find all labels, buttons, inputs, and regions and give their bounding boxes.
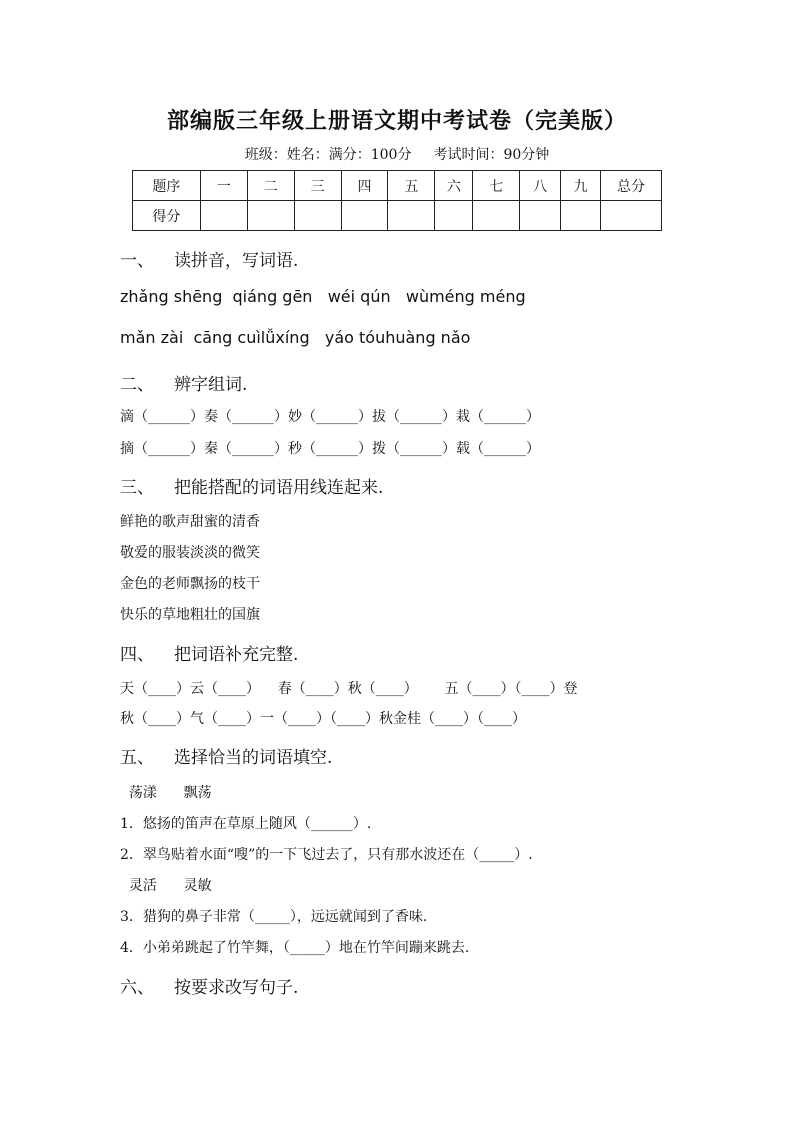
section-2-heading: [120, 370, 247, 395]
match-line: 鲜艳的歌声甜蜜的清香: [120, 514, 260, 530]
exam-info: [0, 144, 794, 164]
word-choices-1: 荡漾 飘荡: [120, 785, 212, 801]
section-4-heading: [120, 640, 298, 665]
header-cell: 八: [520, 171, 561, 201]
header-cell: 五: [388, 171, 435, 201]
complete-line-1: 天（____）云（____） 春（____）秋（____） 五（____）（____）登: [120, 681, 578, 697]
fill-question-2: 2．翠鸟贴着水面“嗖”的一下飞过去了，只有那水波还在（_____）.: [120, 847, 533, 863]
score-cell[interactable]: [520, 201, 561, 231]
section-title: 把词语补充完整.: [174, 645, 299, 665]
match-line: 金色的老师飘扬的枝干: [120, 576, 260, 592]
section-title: 辨字组词.: [174, 375, 248, 395]
section-title: 读拼音，写词语.: [174, 251, 299, 271]
word-choices-2: 灵活 灵敏: [120, 878, 212, 894]
score-table: [132, 170, 662, 231]
score-cell[interactable]: [561, 201, 601, 231]
header-cell: 六: [435, 171, 473, 201]
exam-time: 考试时间：90分钟: [433, 147, 550, 163]
section-3-heading: [120, 473, 383, 498]
header-cell: 七: [473, 171, 520, 201]
section-title: 按要求改写句子.: [174, 978, 299, 998]
score-cell[interactable]: [247, 201, 294, 231]
complete-line-2: 秋（____）气（____）一（____）（____）秋金桂（____）（____）: [120, 711, 526, 727]
pinyin-line-1: zhǎng shēng qiáng gēn wéi qún wùméng méng: [120, 287, 526, 306]
score-cell[interactable]: [294, 201, 341, 231]
section-number: 五、: [120, 748, 154, 768]
score-cell[interactable]: [388, 201, 435, 231]
fill-question-1: 1．悠扬的笛声在草原上随风（______）.: [120, 816, 372, 832]
section-6-heading: [120, 973, 298, 998]
score-table-header-row: [133, 171, 662, 201]
header-cell: 二: [247, 171, 294, 201]
score-cell[interactable]: [473, 201, 520, 231]
section-number: 二、: [120, 375, 154, 395]
score-cell[interactable]: [200, 201, 247, 231]
header-cell: 总分: [601, 171, 662, 201]
section-number: 六、: [120, 978, 154, 998]
section-title: 选择恰当的词语填空.: [174, 748, 333, 768]
header-cell: 九: [561, 171, 601, 201]
page-title: 部编版三年级上册语文期中考试卷（完美版）: [166, 108, 627, 134]
score-cell[interactable]: [601, 201, 662, 231]
section-number: 一、: [120, 251, 154, 271]
header-cell: 题序: [133, 171, 201, 201]
score-cell[interactable]: [341, 201, 388, 231]
fill-question-3: 3．猎狗的鼻子非常（_____），远远就闻到了香味.: [120, 909, 428, 925]
header-cell: 一: [200, 171, 247, 201]
match-line: 快乐的草地粗壮的国旗: [120, 607, 260, 623]
match-line: 敬爱的服装淡淡的微笑: [120, 545, 260, 561]
section-number: 四、: [120, 645, 154, 665]
class-info: 班级：姓名：满分：100分: [244, 147, 412, 163]
row-label-cell: 得分: [133, 201, 201, 231]
char-group-line-1: 滴（______）奏（______）妙（______）拔（______）栽（______）: [120, 409, 540, 425]
score-cell[interactable]: [435, 201, 473, 231]
char-group-line-2: 摘（______）秦（______）秒（______）拨（______）载（______）: [120, 441, 540, 457]
header-cell: 四: [341, 171, 388, 201]
section-number: 三、: [120, 478, 154, 498]
pinyin-line-2: mǎn zài cāng cuìlǚxíng yáo tóuhuàng nǎo: [120, 328, 471, 347]
section-1-heading: [120, 246, 298, 271]
score-table-score-row: [133, 201, 662, 231]
section-5-heading: [120, 743, 332, 768]
fill-question-4: 4．小弟弟跳起了竹竿舞，（_____）地在竹竿间蹦来跳去.: [120, 940, 470, 956]
section-title: 把能搭配的词语用线连起来.: [174, 478, 384, 498]
header-cell: 三: [294, 171, 341, 201]
